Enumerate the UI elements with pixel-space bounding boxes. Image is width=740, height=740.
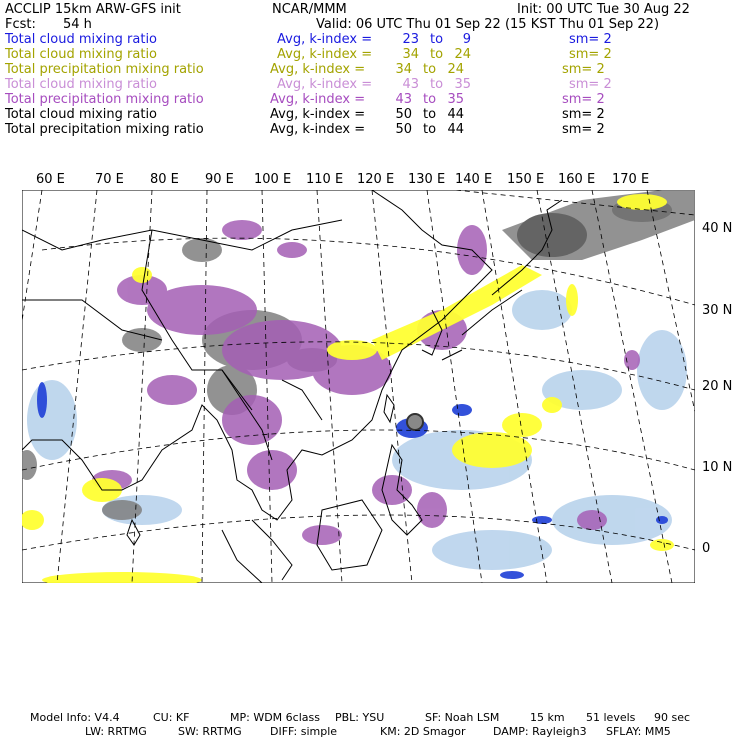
field-smoothing: sm= 2 <box>562 92 605 107</box>
field-name: Total precipitation mixing ratio <box>5 62 204 77</box>
footer-cu: CU: KF <box>153 711 190 724</box>
latitude-label: 0 <box>702 541 711 556</box>
field-smoothing: sm= 2 <box>562 62 605 77</box>
field-k-to: 24 <box>454 47 471 62</box>
valid-time: Valid: 06 UTC Thu 01 Sep 22 (15 KST Thu 01 Sep 22) <box>316 17 660 32</box>
field-to-word: to <box>430 77 444 92</box>
longitude-label: 130 E <box>408 172 446 187</box>
field-to-word: to <box>430 47 444 62</box>
field-name: Total cloud mixing ratio <box>5 32 158 47</box>
field-to-word: to <box>430 32 444 47</box>
field-to-word: to <box>423 122 437 137</box>
field-k-to: 44 <box>447 107 464 122</box>
model-title: ACCLIP 15km ARW-GFS init <box>5 2 181 17</box>
field-smoothing: sm= 2 <box>562 122 605 137</box>
field-smoothing: sm= 2 <box>569 32 612 47</box>
latitude-label: 40 N <box>702 221 733 236</box>
field-k-to: 44 <box>447 122 464 137</box>
forecast-label: Fcst: <box>5 17 36 32</box>
footer-lw: LW: RRTMG <box>85 725 147 738</box>
field-k-from: 50 <box>395 107 412 122</box>
field-to-word: to <box>423 107 437 122</box>
latitude-label: 10 N <box>702 460 733 475</box>
field-smoothing: sm= 2 <box>569 77 612 92</box>
forecast-hour: 54 h <box>63 17 92 32</box>
footer-timestep: 90 sec <box>654 711 691 724</box>
footer-pbl: PBL: YSU <box>335 711 385 724</box>
footer-sw: SW: RRTMG <box>178 725 242 738</box>
field-k-from: 43 <box>395 92 412 107</box>
field-k-from: 34 <box>395 62 412 77</box>
forecast-map <box>22 190 695 583</box>
footer-km: KM: 2D Smagor <box>380 725 466 738</box>
field-smoothing: sm= 2 <box>569 47 612 62</box>
field-name: Total cloud mixing ratio <box>5 77 158 92</box>
field-avg-label: Avg, k-index = <box>270 107 366 122</box>
field-k-from: 34 <box>402 47 419 62</box>
field-k-to: 24 <box>447 62 464 77</box>
longitude-label: 140 E <box>455 172 493 187</box>
longitude-label: 120 E <box>357 172 395 187</box>
field-avg-label: Avg, k-index = <box>270 92 366 107</box>
field-to-word: to <box>423 92 437 107</box>
longitude-label: 80 E <box>150 172 179 187</box>
field-k-from: 43 <box>402 77 419 92</box>
footer-levels: 51 levels <box>586 711 636 724</box>
longitude-label: 100 E <box>254 172 292 187</box>
field-to-word: to <box>423 62 437 77</box>
footer-resolution: 15 km <box>530 711 565 724</box>
field-k-to: 35 <box>447 92 464 107</box>
field-avg-label: Avg, k-index = <box>277 77 373 92</box>
footer-diff: DIFF: simple <box>270 725 338 738</box>
org-label: NCAR/MMM <box>272 2 347 17</box>
field-name: Total precipitation mixing ratio <box>5 122 204 137</box>
footer-damp: DAMP: Rayleigh3 <box>493 725 587 738</box>
field-avg-label: Avg, k-index = <box>277 32 373 47</box>
latitude-label: 20 N <box>702 379 733 394</box>
field-name: Total precipitation mixing ratio <box>5 92 204 107</box>
longitude-label: 90 E <box>205 172 234 187</box>
footer-model-info: Model Info: V4.4 <box>30 711 120 724</box>
longitude-label: 170 E <box>612 172 650 187</box>
latitude-label: 30 N <box>702 303 733 318</box>
field-k-from: 23 <box>402 32 419 47</box>
field-smoothing: sm= 2 <box>562 107 605 122</box>
longitude-label: 60 E <box>36 172 65 187</box>
field-k-to: 35 <box>454 77 471 92</box>
field-avg-label: Avg, k-index = <box>270 122 366 137</box>
field-name: Total cloud mixing ratio <box>5 47 158 62</box>
footer-mp: MP: WDM 6class <box>230 711 320 724</box>
typhoon-eye <box>407 414 423 430</box>
footer-sflay: SFLAY: MM5 <box>606 725 671 738</box>
init-time: Init: 00 UTC Tue 30 Aug 22 <box>517 2 690 17</box>
footer-sf: SF: Noah LSM <box>425 711 500 724</box>
field-name: Total cloud mixing ratio <box>5 107 158 122</box>
field-k-from: 50 <box>395 122 412 137</box>
field-k-to: 9 <box>462 32 471 47</box>
field-avg-label: Avg, k-index = <box>270 62 366 77</box>
longitude-label: 110 E <box>306 172 344 187</box>
field-avg-label: Avg, k-index = <box>277 47 373 62</box>
longitude-label: 160 E <box>558 172 596 187</box>
longitude-label: 70 E <box>95 172 124 187</box>
longitude-label: 150 E <box>507 172 545 187</box>
